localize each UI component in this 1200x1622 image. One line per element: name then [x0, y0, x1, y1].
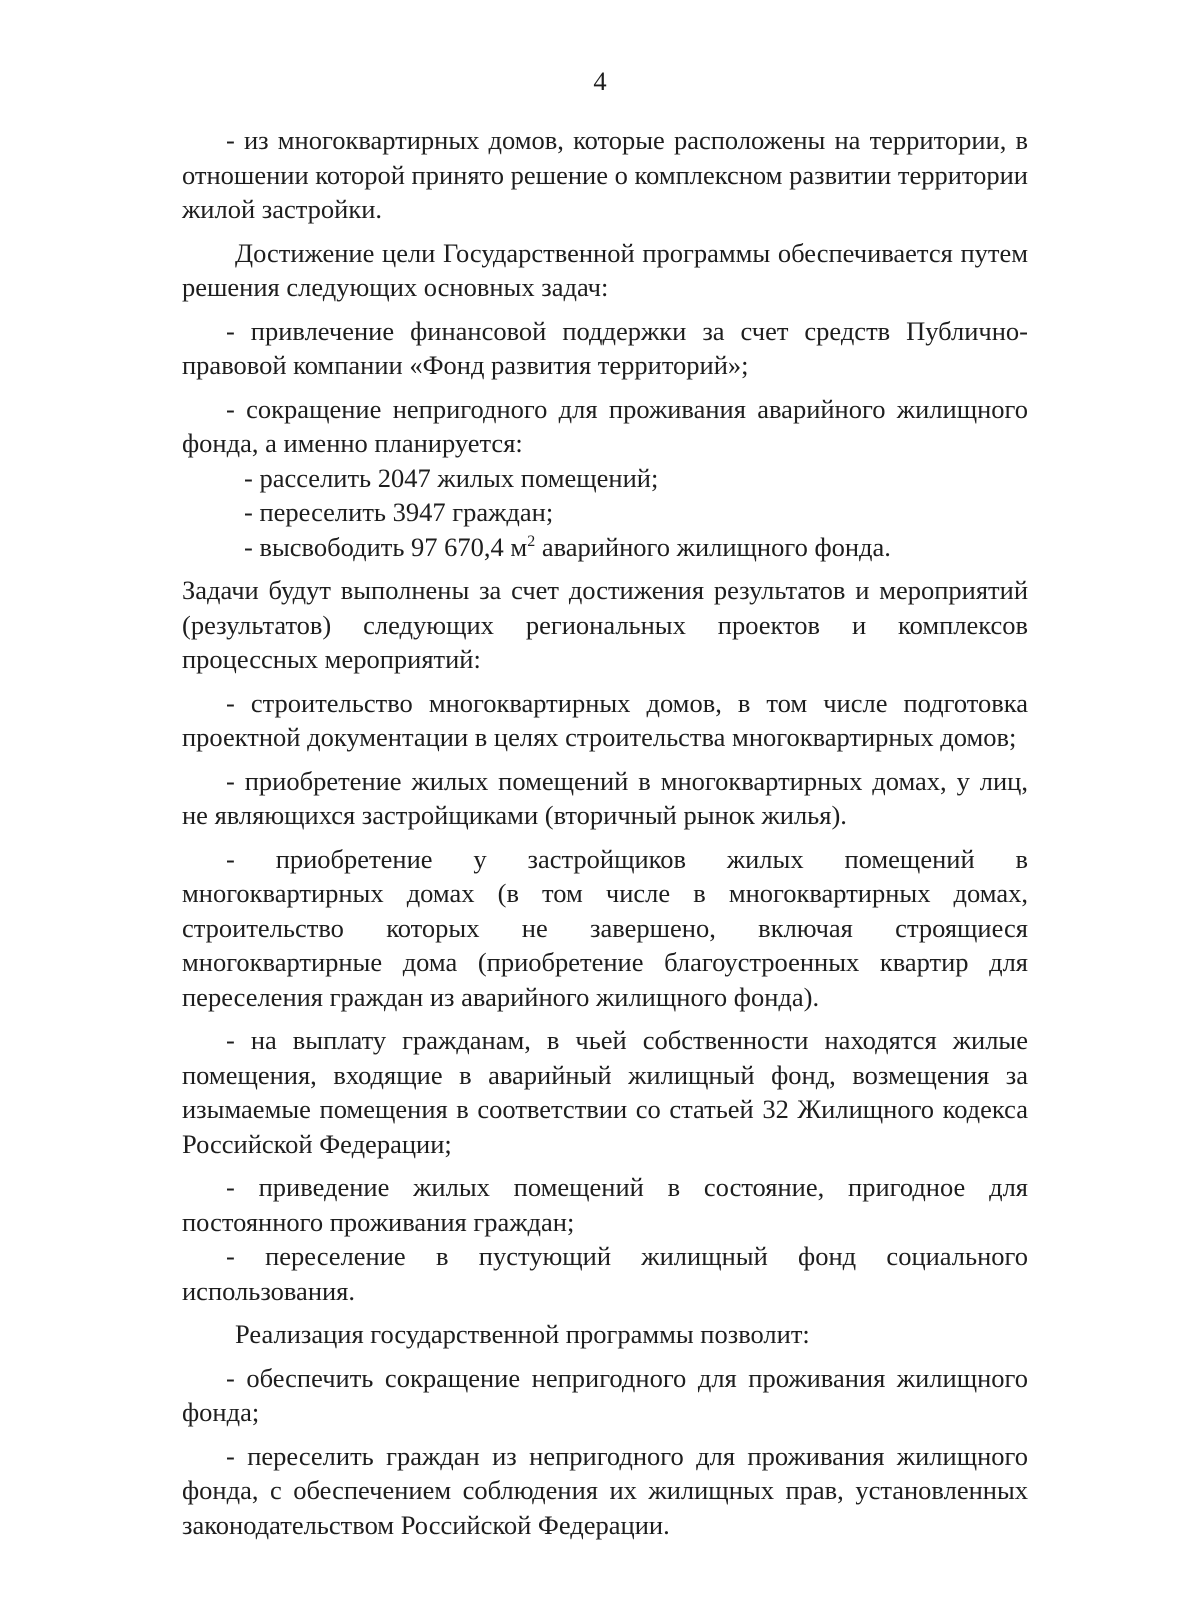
- paragraph: - переселить граждан из непригодного для проживания жилищного фонда, с обеспечением соблюдения их жилищных прав, установленных законодательством Российской Федерации.: [182, 1440, 1028, 1540]
- paragraph: - переселение в пустующий жилищный фонд социального использования.: [182, 1241, 1028, 1306]
- paragraph: Реализация государственной программы позволит:: [235, 1319, 810, 1349]
- document-body: [182, 123, 1028, 1542]
- paragraph: - сокращение непригодного для проживания аварийного жилищного фонда, а именно планируется:: [182, 393, 1028, 458]
- superscript: 2: [527, 532, 536, 550]
- paragraph: Достижение цели Государственной программы обеспечивается путем решения следующих основных задач:: [182, 237, 1028, 302]
- page-number: 4: [593, 66, 607, 96]
- paragraph: - привлечение финансовой поддержки за счет средств Публично-правовой компании «Фонд развития территорий»;: [182, 315, 1028, 380]
- list-item: - переселить 3947 граждан;: [244, 497, 554, 527]
- paragraph: - обеспечить сокращение непригодного для проживания жилищного фонда;: [182, 1362, 1028, 1427]
- text-segment: аварийного жилищного фонда.: [535, 531, 891, 562]
- paragraph: - из многоквартирных домов, которые расположены на территории, в отношении которой принято решение о комплексном развитии территории жилой застройки.: [182, 125, 1028, 224]
- paragraph: - строительство многоквартирных домов, в том числе подготовка проектной документации в целях строительства многоквартирных домов;: [182, 687, 1028, 752]
- paragraph: - приобретение у застройщиков жилых помещений в многоквартирных домах (в том числе в многоквартирных домах, строительство которых не завершено, включая строящиеся многоквартирные дома (приобретение благоустроенных квартир для переселения граждан из аварийного жилищного фонда).: [182, 843, 1028, 1012]
- paragraph: - приведение жилых помещений в состояние, пригодное для постоянного проживания граждан;: [182, 1172, 1028, 1237]
- paragraph: - приобретение жилых помещений в многоквартирных домах, у лиц, не являющихся застройщиками (вторичный рынок жилья).: [182, 765, 1028, 830]
- paragraph: - на выплату гражданам, в чьей собственности находятся жилые помещения, входящие в аварийный жилищный фонд, возмещения за изымаемые помещения в соответствии со статьей 32 Жилищного кодекса Российской Федерации;: [182, 1025, 1028, 1159]
- text-segment: - высвободить 97 670,4 м: [244, 531, 528, 562]
- list-item: [182, 530, 1028, 565]
- paragraph: Задачи будут выполнены за счет достижения результатов и мероприятий (результатов) следующих региональных проектов и комплексов процессных мероприятий:: [182, 575, 1028, 674]
- list-item: - расселить 2047 жилых помещений;: [244, 462, 659, 493]
